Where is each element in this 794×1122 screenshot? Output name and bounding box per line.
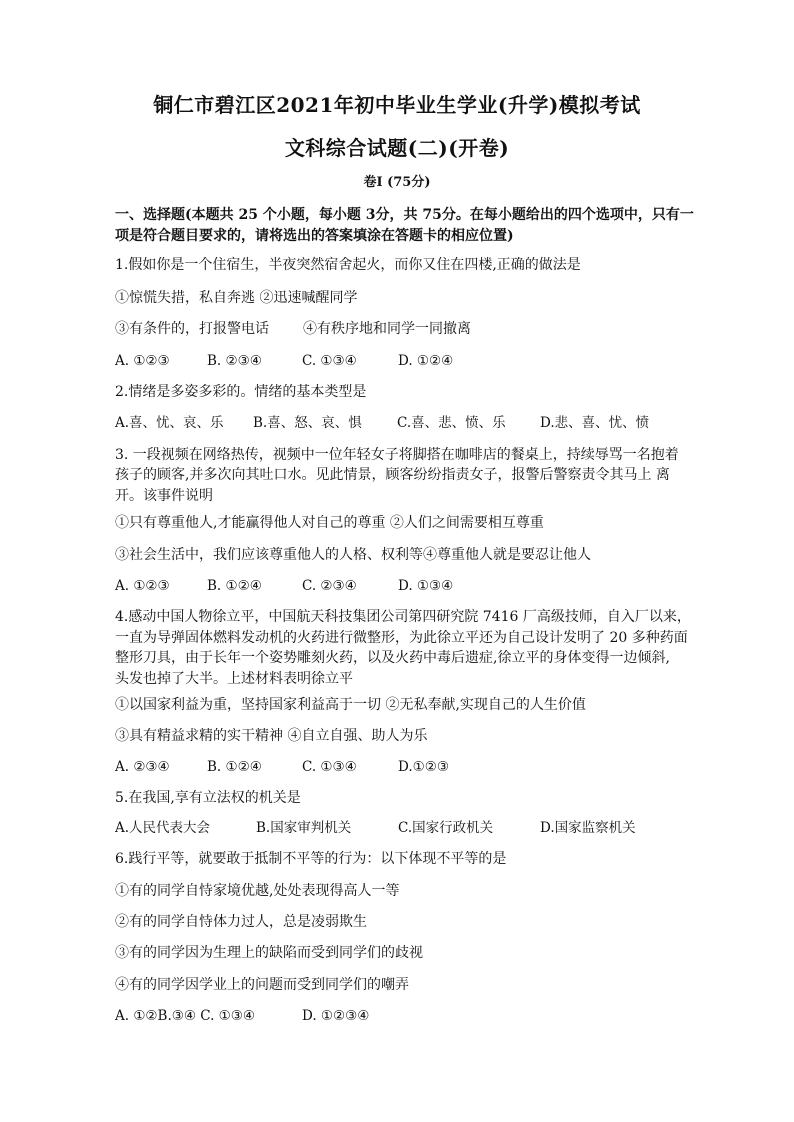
question-6-option-abc: A. ①②B.③④ C. ①③④ [115,1008,255,1024]
question-4-stem: 整形刀具，由于长年一个姿势雕刻火药，以及火药中毒后遗症,徐立平的身体变得一边倾斜, [115,650,670,666]
question-4-option-d: D.①②③ [398,759,449,775]
question-3-stem: 孩子的顾客,并多次向其吐口水。见此情景，顾客纷纷指责女子，报警后警察责令其马上 离 [115,467,670,483]
question-3-statement: ①只有尊重他人,才能赢得他人对自己的尊重 ②人们之间需要相互尊重 [115,515,544,531]
question-2-option-a: A.喜、忧、哀、乐 [115,415,224,431]
question-5-option-b: B.国家审判机关 [256,820,352,836]
question-6-option-d: D. ①②③④ [302,1008,370,1024]
question-1-statement: ④有秩序地和同学一同撤离 [303,321,471,337]
question-4-statement: ③具有精益求精的实干精神 ④自立自强、助人为乐 [115,728,428,744]
question-1-option-a: A. ①②③ [115,353,170,369]
question-1-statement: ①惊慌失措，私自奔逃 ②迅速喊醒同学 [115,290,358,306]
question-6-statement: ①有的同学自恃家境优越,处处表现得高人一等 [115,883,400,899]
question-5-option-c: C.国家行政机关 [398,820,494,836]
exam-subtitle: 文科综合试题(二)(开卷) [284,136,510,160]
question-5-stem: 5.在我国,享有立法权的机关是 [115,790,301,806]
question-3-option-a: A. ①②③ [115,578,170,594]
question-5-option-a: A.人民代表大会 [115,820,211,836]
exam-title: 铜仁市碧江区2021年初中毕业生学业(升学)模拟考试 [153,93,641,117]
question-3-option-b: B. ①②④ [207,578,262,594]
question-1-stem: 1.假如你是一个住宿生，半夜突然宿舍起火，而你又住在四楼,正确的做法是 [115,257,581,273]
question-2-option-c: C.喜、悲、愤、乐 [397,415,506,431]
question-3-stem: 开。该事件说明 [115,488,213,504]
question-3-option-c: C. ②③④ [302,578,357,594]
question-3-statement: ③社会生活中，我们应该尊重他人的人格、权利等④尊重他人就是要忍让他人 [115,547,591,563]
question-2-option-b: B.喜、怒、哀、惧 [253,415,362,431]
question-4-stem: 头发也掉了大半。上述材料表明徐立平 [115,671,353,687]
question-1-statement: ③有条件的，打报警电话 [115,321,269,337]
question-6-statement: ④有的同学因学业上的问题而受到同学们的嘲弄 [115,977,409,993]
question-1-option-d: D. ①②④ [398,353,454,369]
question-4-option-c: C. ①③④ [302,759,357,775]
question-1-option-b: B. ②③④ [207,353,262,369]
question-4-stem: 一直为导弹固体燃料发动机的火药进行微整形，为此徐立平还为自己设计发明了 20 多种药面 [115,630,688,646]
question-3-stem: 3. 一段视频在网络热传，视频中一位年轻女子将脚搭在咖啡店的餐桌上，持续辱骂一名抱着 [115,447,679,463]
question-6-statement: ③有的同学因为生理上的缺陷而受到同学们的歧视 [115,945,423,961]
question-6-stem: 6.践行平等，就要敢于抵制不平等的行为：以下体现不平等的是 [115,851,507,867]
question-5-option-d: D.国家监察机关 [540,820,636,836]
question-4-stem: 4.感动中国人物徐立平，中国航天科技集团公司第四研究院 7416 厂高级技师，自入厂以来， [115,609,691,625]
question-4-option-b: B. ①②④ [207,759,262,775]
volume-heading: 卷Ⅰ (75分) [363,175,431,190]
section-heading: 一、选择题(本题共 25 个小题，每小题 3分，共 75分。在每小题给出的四个选项中，只有一 [115,207,694,223]
question-2-option-d: D.悲、喜、忧、愤 [540,415,650,431]
section-heading-cont: 项是符合题目要求的，请将选出的答案填涂在答题卡的相应位置) [115,228,514,244]
question-2-stem: 2.情绪是多姿多彩的。情绪的基本类型是 [115,384,367,400]
question-6-statement: ②有的同学自恃体力过人，总是凌弱欺生 [115,914,367,930]
question-4-option-a: A. ②③④ [115,759,170,775]
question-1-option-c: C. ①③④ [302,353,357,369]
question-3-option-d: D. ①③④ [398,578,454,594]
question-4-statement: ①以国家利益为重，坚持国家利益高于一切 ②无私奉献,实现自己的人生价值 [115,697,586,713]
